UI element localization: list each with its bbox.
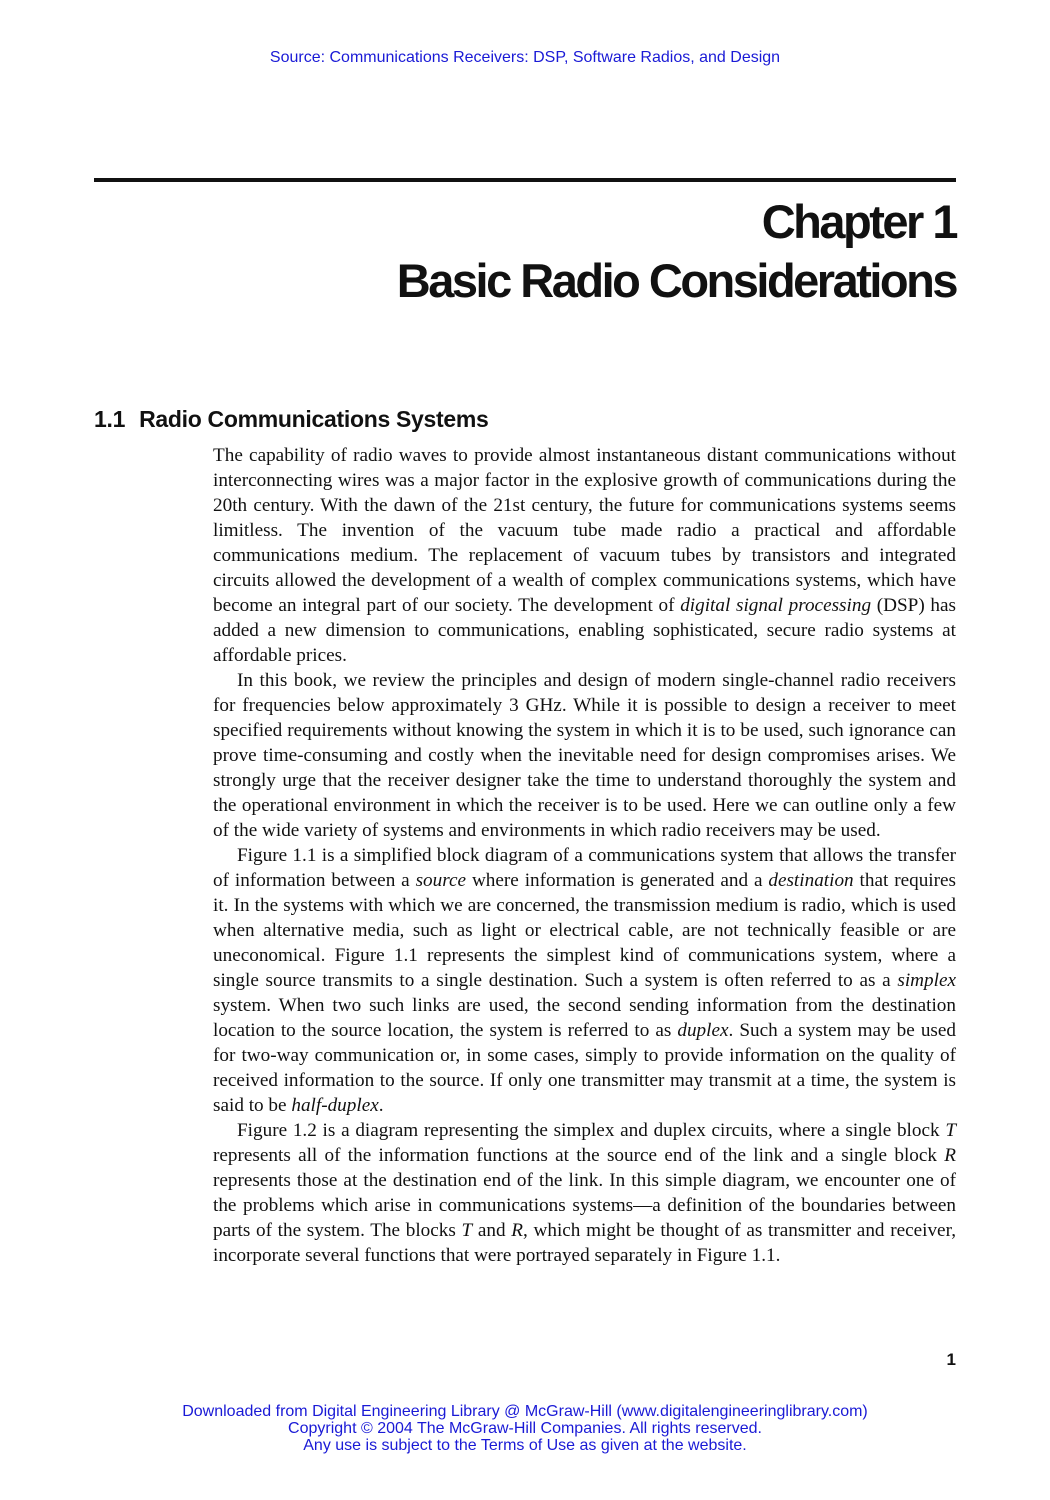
emphasized-term: T — [461, 1220, 473, 1241]
emphasized-term: duplex — [677, 1020, 729, 1041]
section-number: 1.1 — [94, 406, 126, 432]
chapter-number: Chapter 1 — [761, 195, 956, 248]
footer-copyright: Copyright © 2004 The McGraw-Hill Companies. All rights reserved. — [288, 1420, 762, 1437]
page-number: 1 — [946, 1350, 956, 1369]
emphasized-term: R — [511, 1220, 524, 1241]
emphasized-term: simplex — [897, 970, 956, 991]
emphasized-term: T — [945, 1120, 956, 1141]
section-title: Radio Communications Systems — [139, 406, 489, 432]
source-link[interactable]: Source: Communications Receivers: DSP, Software Radios, and Design — [269, 49, 781, 66]
footer — [0, 1403, 1050, 1454]
paragraph: The capability of radio waves to provide almost instantaneous distant communications without interconnecting wires was a major factor in the explosive growth of communications during the 20th century. With the dawn of the 21st century, the future for communications systems seems limitless. The invention of the vacuum tube made radio a practical and affordable communications medium. The replacement of vacuum tubes by transistors and integrated circuits allowed the development of a wealth of complex communications systems, which have become an integral part of our society. The development of digital signal processing (DSP) has added a new dimension to communications, enabling sophisticated, secure radio systems at affordable prices. — [213, 445, 956, 666]
footer-terms: Any use is subject to the Terms of Use as given at the website. — [303, 1437, 747, 1454]
emphasized-term: digital signal processing — [680, 595, 872, 616]
chapter-title: Basic Radio Considerations — [396, 254, 956, 307]
chapter-heading — [397, 192, 956, 310]
section-heading — [94, 406, 489, 433]
paragraph: Figure 1.2 is a diagram representing the simplex and duplex circuits, where a single block T represents all of the information functions at the source end of the link and a single block R represents those at the destination end of the link. In this simple diagram, we encounter one of the problems which arise in communications systems—a definition of the boundaries between parts of the system. The blocks T and R, which might be thought of as transmitter and receiver, incorporate several functions that were portrayed separately in Figure 1.1. — [213, 1120, 956, 1266]
paragraph: Figure 1.1 is a simplified block diagram of a communications system that allows the transfer of information between a source where information is generated and a destination that requires it. In the systems with which we are concerned, the transmission medium is radio, which is used when alternative media, such as light or electrical cable, are not technically feasible or are uneconomical. Figure 1.1 represents the simplest kind of communications system, where a single source transmits to a single destination. Such a system is often referred to as a simplex system. When two such links are used, the second sending information from the destination location to the source location, the system is referred to as duplex. Such a system may be used for two-way communication or, in some cases, simply to provide information on the quality of received information to the source. If only one transmitter may transmit at a time, the system is said to be half-duplex. — [213, 845, 956, 1116]
footer-download-link[interactable]: Downloaded from Digital Engineering Library @ McGraw-Hill (www.digitalengineeringlibrary.com) — [182, 1403, 868, 1420]
emphasized-term: half-duplex — [291, 1095, 379, 1116]
emphasized-term: source — [415, 870, 467, 891]
chapter-rule — [94, 178, 956, 182]
emphasized-term: R — [944, 1145, 956, 1166]
body-text — [213, 443, 956, 1268]
paragraph: In this book, we review the principles and design of modern single-channel radio receivers for frequencies below approximately 3 GHz. While it is possible to design a receiver to meet specified requirements without knowing the system in which it is to be used, such ignorance can prove time-consuming and costly when the inevitable need for design compromises arises. We strongly urge that the receiver designer take the time to understand thoroughly the system and the operational environment in which the receiver is to be used. Here we can outline only a few of the wide variety of systems and environments in which radio receivers may be used. — [213, 670, 956, 841]
emphasized-term: destination — [768, 870, 854, 891]
